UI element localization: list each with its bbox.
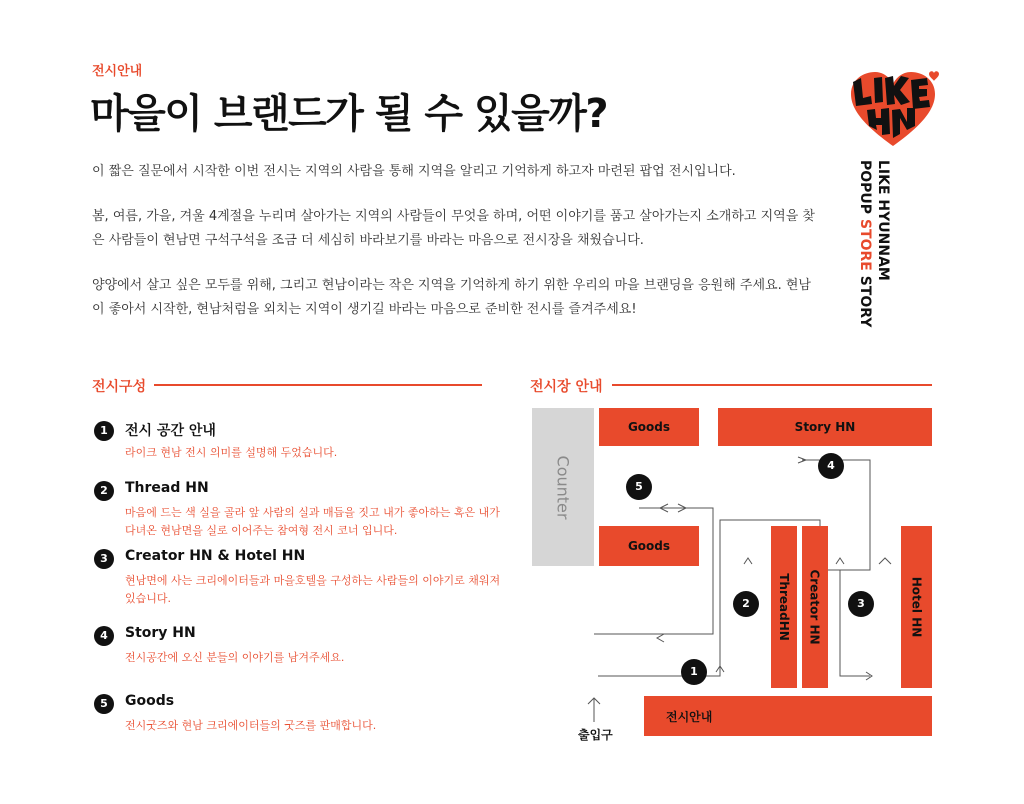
map-marker-4: 4	[818, 453, 844, 479]
brand-line-2-pre: POPUP	[857, 160, 873, 219]
section-heading-venue: 전시장 안내	[530, 379, 603, 395]
page-title: 마을이 브랜드가 될 수 있을까?	[90, 91, 608, 137]
item-number: 4	[94, 626, 114, 646]
room-label: Goods	[627, 539, 671, 553]
intro-paragraph: 봄, 여름, 가을, 겨울 4계절을 누리며 살아가는 지역의 사람들이 무엇을 하며, 어떤 이야기를 품고 살아가는지 소개하고 지역을 찾은 사람들이 현남면 구석구석을 조금 더 세심히 바라보기를 바라는 마음으로 전시장을 채웠습니다.	[92, 209, 815, 248]
room-label: Counter	[553, 455, 573, 519]
room-label: 전시안내	[666, 709, 713, 724]
brand-line-1: LIKE HYUNNAM	[875, 160, 891, 281]
item-desc: 라이크 현남 전시 의미를 설명해 두었습니다.	[125, 446, 338, 459]
intro-text	[92, 160, 822, 343]
counter	[532, 408, 594, 566]
brand-line-2	[856, 160, 874, 327]
map-marker-3: 3	[848, 591, 874, 617]
room-goods-middle	[599, 526, 699, 566]
entrance-label: 출입구	[578, 728, 613, 742]
room-label: Story HN	[794, 420, 856, 434]
item-title: Story HN	[125, 625, 196, 641]
item-number: 1	[94, 421, 114, 441]
item-desc: 전시공간에 오신 분들의 이야기를 남겨주세요.	[125, 651, 345, 664]
section-divider	[154, 384, 482, 386]
brand-wordmark	[856, 160, 892, 327]
map-marker-2: 2	[733, 591, 759, 617]
heart-logo-icon	[845, 68, 941, 148]
item-title: Creator HN & Hotel HN	[125, 548, 306, 564]
item-title: Goods	[125, 693, 175, 709]
room-story-hn	[718, 408, 932, 446]
item-number: 5	[94, 694, 114, 714]
item-title: Thread HN	[125, 480, 209, 496]
intro-paragraph: 양양에서 살고 싶은 모두를 위해, 그리고 현남이라는 작은 지역을 기억하게 하기 위한 우리의 마을 브랜딩을 응원해 주세요. 현남이 좋아서 시작한, 현남처럼을 외치는 지역이 생기길 바라는 마음으로 준비한 전시를 즐겨주세요!	[92, 278, 811, 317]
room-label: Creator HN	[808, 569, 822, 645]
eyebrow-label: 전시안내	[92, 64, 143, 79]
room-goods-top	[599, 408, 699, 446]
intro-paragraph: 이 짧은 질문에서 시작한 이번 전시는 지역의 사람을 통해 지역을 알리고 기억하게 하고자 마련된 팝업 전시입니다.	[92, 164, 736, 179]
room-hotel-hn	[901, 526, 932, 688]
map-marker-1: 1	[681, 659, 707, 685]
item-number: 2	[94, 481, 114, 501]
room-label: Hotel HN	[909, 576, 924, 638]
room-label: ThreadHN	[777, 573, 791, 641]
section-heading-composition: 전시구성	[92, 379, 147, 395]
section-divider	[612, 384, 932, 386]
brand-line-2-post: STORY	[857, 270, 873, 328]
item-desc: 현남면에 사는 크리에이터들과 마을호텔을 구성하는 사람들의 이야기로 채워져 있습니다.	[125, 574, 501, 605]
venue-map	[530, 400, 940, 745]
room-exhibition-info	[644, 696, 932, 736]
room-label: Goods	[627, 420, 671, 434]
item-desc: 마음에 드는 색 실을 골라 앞 사람의 실과 매듭을 짓고 내가 좋아하는 혹은 내가 다녀온 현남면을 실로 이어주는 참여형 전시 코너 입니다.	[125, 506, 500, 537]
item-desc: 전시굿즈와 현남 크리에이터들의 굿즈를 판매합니다.	[125, 719, 377, 732]
item-number: 3	[94, 549, 114, 569]
brand-logo	[845, 68, 941, 148]
item-title: 전시 공간 안내	[125, 423, 216, 439]
room-thread-hn	[771, 526, 797, 688]
room-creator-hn	[802, 526, 828, 688]
brand-line-2-accent: STORE	[857, 218, 873, 271]
map-marker-5: 5	[626, 474, 652, 500]
